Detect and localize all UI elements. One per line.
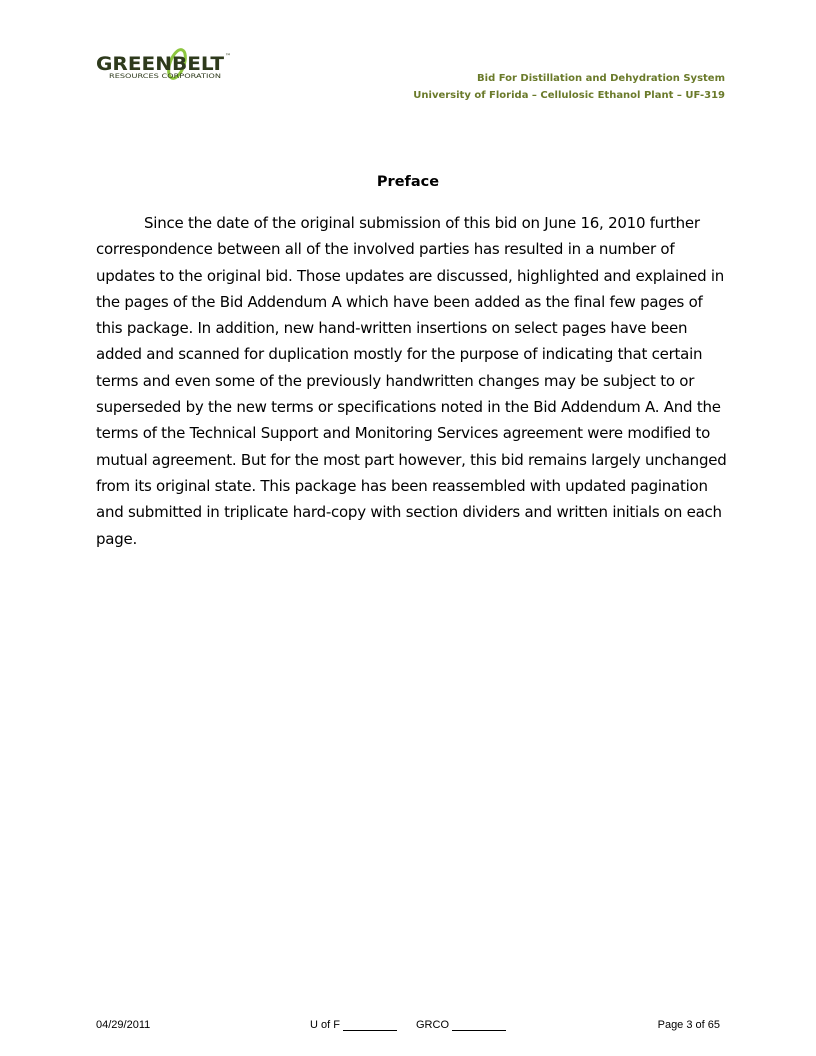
svg-text:RESOURCES CORPORATION: RESOURCES CORPORATION [109,73,221,80]
header-bid-title: Bid For Distillation and Dehydration System [477,73,725,84]
header-project: University of Florida – Cellulosic Ethanol Plant – UF-319 [413,90,725,101]
svg-text:GREENBELT: GREENBELT [96,53,225,75]
footer-grco-initials [416,1019,506,1031]
header-info [413,70,725,104]
svg-text:™: ™ [225,53,231,60]
footer-date: 04/29/2011 [96,1019,151,1031]
page-footer [96,1019,720,1033]
uof-initials-blank [343,1020,397,1031]
company-logo [95,44,235,84]
footer-page-number: Page 3 of 65 [657,1019,720,1031]
preface-paragraph: Since the date of the original submission of this bid on June 16, 2010 further correspondence between all of the involved parties has resulted in a number of updates to the original bid. Those updates are discussed, highlighted and explained in the pages of the Bid Addendum A which have been added as the final few pages of this package. In addition, new hand-written insertions on select pages have been added and scanned for duplication mostly for the purpose of indicating that certain terms and even some of the previously handwritten changes may be subject to or superseded by the new terms or specifications noted in the Bid Addendum A. And the terms of the Technical Support and Monitoring Services agreement were modified to mutual agreement. But for the most part however, this bid remains largely unchanged from its original state. This package has been reassembled with updated pagination and submitted in triplicate hard-copy with section dividers and written initials on each page. [96,214,727,548]
grco-initials-blank [452,1020,506,1031]
uof-label: U of F [310,1019,340,1031]
grco-label: GRCO [416,1019,449,1031]
page-title: Preface [376,174,440,190]
footer-uof-initials [310,1019,397,1031]
